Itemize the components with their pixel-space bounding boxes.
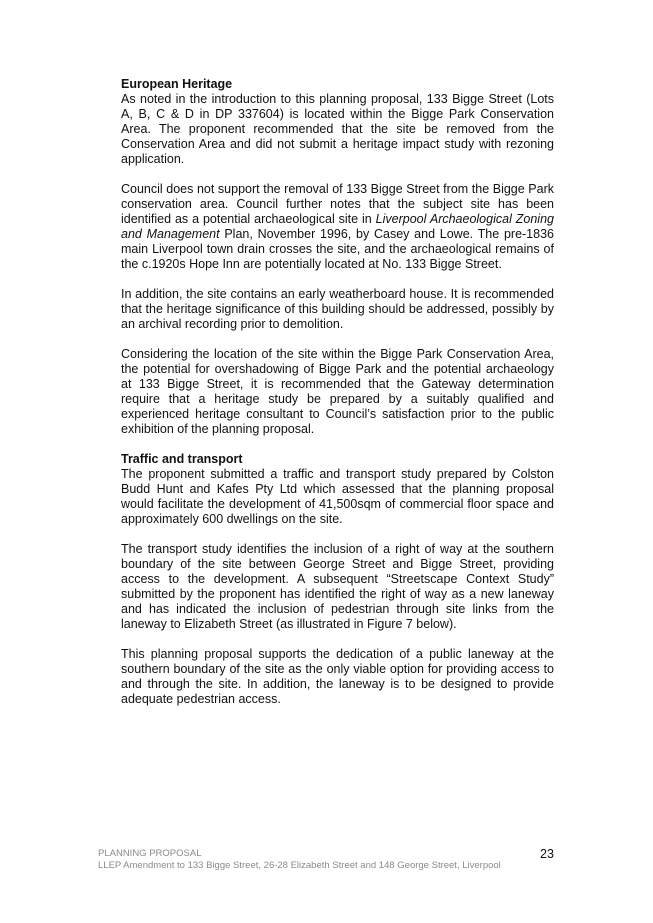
footer-subtitle: LLEP Amendment to 133 Bigge Street, 26-28 Elizabeth Street and 148 George Street, Liverpool	[98, 860, 501, 871]
paragraph: Considering the location of the site within the Bigge Park Conservation Area, the potential for overshadowing of Bigge Park and the potential archaeology at 133 Bigge Street, it is recommended that the Gateway determination require that a heritage study be prepared by a suitably qualified and experienced heritage consultant to Council’s satisfaction prior to the public exhibition of the planning proposal.	[121, 347, 554, 436]
paragraph-text: Plan, November 1996, by Casey and Lowe. The pre-1836 main Liverpool town drain crosses the site, and the archaeological remains of the c.1920s Hope Inn are potentially located at No. 133 Bigge Street.	[121, 227, 554, 271]
footer-title: PLANNING PROPOSAL	[98, 848, 202, 859]
paragraph: This planning proposal supports the dedication of a public laneway at the southern boundary of the site as the only viable option for providing access to and through the site. In addition, the laneway is to be designed to provide adequate pedestrian access.	[121, 647, 554, 706]
paragraph: In addition, the site contains an early weatherboard house. It is recommended that the heritage significance of this building should be addressed, possibly by an archival recording prior to demolition.	[121, 287, 554, 331]
paragraph-text: Council does not support the removal of 133 Bigge Street from the Bigge Park conservation area. Council further notes that the subject site has been identified as a potential archaeological site in	[121, 182, 554, 226]
document-title-italic: Liverpool Archaeological Zoning and Management	[121, 212, 554, 241]
section-heading-traffic-transport: Traffic and transport	[121, 452, 243, 466]
paragraph: The transport study identifies the inclusion of a right of way at the southern boundary of the site between George Street and Bigge Street, providing access to the development. A subsequent “Streetscape Context Study” submitted by the proponent has identified the right of way as a new laneway and has indicated the inclusion of pedestrian through site links from the laneway to Elizabeth Street (as illustrated in Figure 7 below).	[121, 542, 554, 631]
paragraph: The proponent submitted a traffic and transport study prepared by Colston Budd Hunt and Kafes Pty Ltd which assessed that the planning proposal would facilitate the development of 41,500sqm of commercial floor space and approximately 600 dwellings on the site.	[121, 467, 554, 526]
document-body	[121, 77, 554, 722]
page-footer	[98, 848, 558, 872]
paragraph	[121, 182, 554, 272]
section-heading-european-heritage: European Heritage	[121, 77, 233, 91]
page-number: 23	[540, 847, 554, 861]
paragraph: As noted in the introduction to this planning proposal, 133 Bigge Street (Lots A, B, C & D in DP 337604) is located within the Bigge Park Conservation Area. The proponent recommended that the site be removed from the Conservation Area and did not submit a heritage impact study with rezoning application.	[121, 92, 554, 166]
